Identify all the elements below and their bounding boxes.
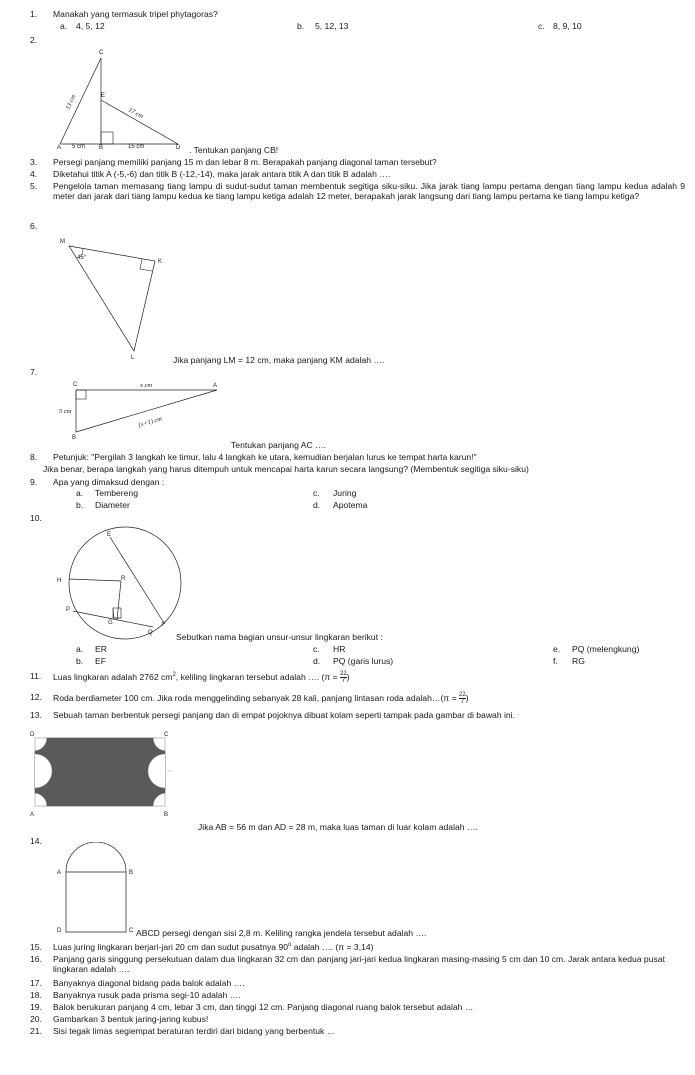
q9-option-a: Tembereng bbox=[95, 488, 138, 498]
q7-length-ba: (x+1) cm bbox=[137, 415, 163, 429]
q3-text: Persegi panjang memiliki panjang 15 m dan lebar 8 m. Berapakah panjang diagonal taman tersebut? bbox=[53, 157, 437, 167]
q16-text: Panjang garis singgung persekutuan dalam dua lingkaran 32 cm dan panjang jari-jari kedua lingkaran masing-masing 5 cm dan 10 cm. Jarak antara kedua pusat lingkaran adalah …. bbox=[53, 954, 665, 974]
q12-line bbox=[53, 692, 469, 705]
q9-option-d: Apotema bbox=[333, 500, 368, 510]
q18-number: 18. bbox=[30, 990, 42, 1000]
q10-option-a-label: a. bbox=[76, 644, 84, 654]
q15-sup: o bbox=[288, 942, 292, 949]
q13-caption: Jika AB = 56 m dan AD = 28 m, maka luas taman di luar kolam adalah …. bbox=[198, 822, 478, 832]
q12-text: Roda berdiameter 100 cm. Jika roda menggelinding sebanyak 28 kali, panjang lintasan roda adalah…(π = bbox=[53, 692, 460, 703]
q7-length-cb: 5 cm bbox=[59, 408, 72, 415]
q1-option-c: 8, 9, 10 bbox=[553, 21, 582, 31]
q10-figure bbox=[55, 526, 187, 644]
q10-option-f: RG bbox=[572, 656, 585, 666]
q13-number: 13. bbox=[30, 710, 42, 720]
q9-option-b-label: b. bbox=[76, 500, 84, 510]
q20-text: Gambarkan 3 bentuk jaring-jaring kubus! bbox=[53, 1014, 209, 1024]
q10-option-e-label: e. bbox=[553, 644, 561, 654]
q11-sup: 2 bbox=[172, 671, 176, 678]
q10-label-h: H bbox=[57, 578, 62, 584]
q13-label-d: D bbox=[30, 732, 35, 738]
q4-text: Diketahui titik A (-5,-6) dan titik B (-12,-14), maka jarak antara titik A dan titik B adalah …. bbox=[53, 169, 391, 179]
q16-number: 16. bbox=[30, 954, 42, 964]
q10-label-r: R bbox=[121, 576, 126, 582]
q9-option-d-label: d. bbox=[313, 500, 321, 510]
q10-label-p: P bbox=[66, 607, 71, 613]
q8-line2: Jika benar, berapa langkah yang harus ditempuh untuk mencapai harta karun secara langsung? (Membentuk segitiga siku-siku) bbox=[43, 464, 529, 474]
q1-option-b: 5, 12, 13 bbox=[315, 21, 349, 31]
q7-text: Tentukan panjang AC …. bbox=[231, 440, 327, 450]
q19-text: Balok berukuran panjang 4 cm, lebar 3 cm, dan tinggi 12 cm. Panjang diagonal ruang balok tersebut adalah … bbox=[53, 1002, 474, 1012]
q2-figure bbox=[55, 48, 190, 150]
q12-fraction bbox=[459, 692, 466, 705]
q10-option-c-label: c. bbox=[313, 644, 320, 654]
q8-line1: Petunjuk: "Pergilah 3 langkah ke timur, lalu 4 langkah ke utara, kemudian berjalan lurus ke tempat harta karun!" bbox=[53, 452, 477, 462]
q7-figure bbox=[55, 379, 225, 441]
q11-end: ) bbox=[346, 671, 350, 682]
q14-label-c: C bbox=[129, 928, 134, 934]
q10-option-d: PQ (garis lurus) bbox=[333, 656, 394, 666]
q2-label-d: D bbox=[176, 145, 181, 150]
q2-label-b: B bbox=[99, 145, 104, 150]
q10-number: 10. bbox=[30, 513, 42, 523]
q9-option-a-label: a. bbox=[76, 488, 84, 498]
q20-number: 20. bbox=[30, 1014, 42, 1024]
q11-frac-den: 7 bbox=[341, 678, 346, 684]
q2-label-e: E bbox=[101, 93, 106, 99]
q10-label-f: F bbox=[162, 622, 166, 628]
q2-label-a: A bbox=[57, 145, 62, 150]
q10-label-e: E bbox=[107, 532, 112, 538]
q5-number: 5. bbox=[30, 181, 38, 191]
q1-text: Manakah yang termasuk tripel phytagoras? bbox=[53, 9, 218, 19]
q13-text: Sebuah taman berbentuk persegi panjang dan di empat pojoknya dibuat kolam seperti tampak pada gambar di bawah ini. bbox=[53, 710, 515, 720]
q9-number: 9. bbox=[30, 477, 38, 487]
q17-text: Banyaknya diagonal bidang pada balok adalah …. bbox=[53, 978, 245, 988]
q15-text2: adalah …. (π = 3,14) bbox=[291, 942, 374, 952]
q7-length-ca: x cm bbox=[140, 382, 153, 389]
q15-number: 15. bbox=[30, 942, 42, 952]
q10-option-b: EF bbox=[95, 656, 106, 666]
q2-length-ab: 5 cm bbox=[72, 144, 86, 150]
q19-number: 19. bbox=[30, 1002, 42, 1012]
q6-number: 6. bbox=[30, 221, 38, 231]
q1-option-a: 4, 5, 12 bbox=[76, 21, 105, 31]
q1-number: 1. bbox=[30, 9, 38, 19]
q12-frac-num: 22 bbox=[459, 692, 466, 698]
q15-line bbox=[53, 942, 374, 952]
q2-length-bd: 15 cm bbox=[128, 144, 145, 150]
q6-label-m: M bbox=[60, 239, 65, 245]
q11-number: 11. bbox=[30, 671, 42, 681]
q8-number: 8. bbox=[30, 452, 38, 462]
q3-number: 3. bbox=[30, 157, 38, 167]
q10-option-a: ER bbox=[95, 644, 107, 654]
q11-text2: , keliling lingkaran tersebut adalah …. (π = bbox=[175, 671, 341, 682]
q7-number: 7. bbox=[30, 367, 38, 377]
q1-option-b-label: b. bbox=[297, 21, 305, 31]
q9-option-c-label: c. bbox=[313, 488, 320, 498]
q7-label-c: C bbox=[73, 382, 78, 388]
q10-option-e: PQ (melengkung) bbox=[572, 644, 640, 654]
q21-number: 21. bbox=[30, 1026, 42, 1036]
q7-label-a: A bbox=[213, 383, 218, 389]
q12-frac-den: 7 bbox=[460, 699, 465, 705]
q18-text: Banyaknya rusuk pada prisma segi-10 adalah …. bbox=[53, 990, 241, 1000]
q14-text: ABCD persegi dengan sisi 2,8 m. Keliling rangka jendela tersebut adalah …. bbox=[136, 928, 427, 938]
q17-number: 17. bbox=[30, 978, 42, 988]
q11-line bbox=[53, 671, 350, 684]
q14-label-d: D bbox=[57, 928, 62, 934]
q12-end: ) bbox=[465, 692, 469, 703]
q2-number: 2. bbox=[30, 35, 38, 45]
q4-number: 4. bbox=[30, 169, 38, 179]
q10-text: Sebutkan nama bagian unsur-unsur lingkaran berikut : bbox=[176, 632, 383, 642]
q21-text: Sisi tegak limas segiempat beraturan terdiri dari bidang yang berbentuk … bbox=[53, 1026, 336, 1036]
q13-figure bbox=[28, 730, 178, 820]
q14-label-b: B bbox=[129, 870, 134, 876]
q13-label-a: A bbox=[30, 812, 35, 818]
q9-text: Apa yang dimaksud dengan : bbox=[53, 477, 165, 487]
q10-option-f-label: f. bbox=[553, 656, 558, 666]
q13-label-b: B bbox=[164, 812, 169, 818]
q9-option-b: Diameter bbox=[95, 500, 130, 510]
q1-option-a-label: a. bbox=[60, 21, 68, 31]
q6-text: Jika panjang LM = 12 cm, maka panjang KM adalah …. bbox=[173, 355, 385, 365]
q7-label-b: B bbox=[72, 435, 77, 441]
q9-option-c: Juring bbox=[333, 488, 357, 498]
q12-number: 12. bbox=[30, 692, 42, 702]
q10-label-q: Q bbox=[148, 630, 153, 636]
q6-angle: 45° bbox=[77, 255, 87, 261]
q10-option-b-label: b. bbox=[76, 656, 84, 666]
q11-fraction bbox=[340, 671, 347, 684]
q14-label-a: A bbox=[57, 870, 62, 876]
q10-option-c: HR bbox=[333, 644, 346, 654]
q1-option-c-label: c. bbox=[538, 21, 545, 31]
q6-label-l: L bbox=[131, 355, 135, 361]
q13-label-c: C bbox=[164, 732, 169, 738]
q10-option-d-label: d. bbox=[313, 656, 321, 666]
q11-text: Luas lingkaran adalah 2762 cm bbox=[53, 671, 173, 682]
q6-label-k: K bbox=[158, 259, 163, 265]
q5-text: Pengelola taman memasang tiang lampu di sudut-sudut taman membentuk segitiga siku-siku. Jika jarak tiang lampu pertama dengan tiang lampu kedua adalah 9 meter dan jarak dari tiang lampu kedua ke tiang lampu ketiga adalah 12 meter, berapakah jarak langsung dari tiang lampu pertama ke tiang lampu ketiga? bbox=[53, 181, 685, 201]
q10-label-g: G bbox=[108, 620, 113, 626]
q11-frac-num: 22 bbox=[340, 671, 347, 677]
q15-text: Luas juring lingkaran berjari-jari 20 cm dan sudut pusatnya 90 bbox=[53, 942, 289, 952]
q14-number: 14. bbox=[30, 836, 42, 846]
q2-label-c: C bbox=[99, 50, 104, 56]
q14-figure bbox=[55, 842, 140, 937]
q2-length-ed: 17 cm bbox=[127, 106, 145, 121]
q2-text: . Tentukan panjang CB! bbox=[189, 145, 279, 155]
q6-figure bbox=[55, 233, 170, 361]
q2-length-ac: 13 cm bbox=[64, 93, 78, 111]
